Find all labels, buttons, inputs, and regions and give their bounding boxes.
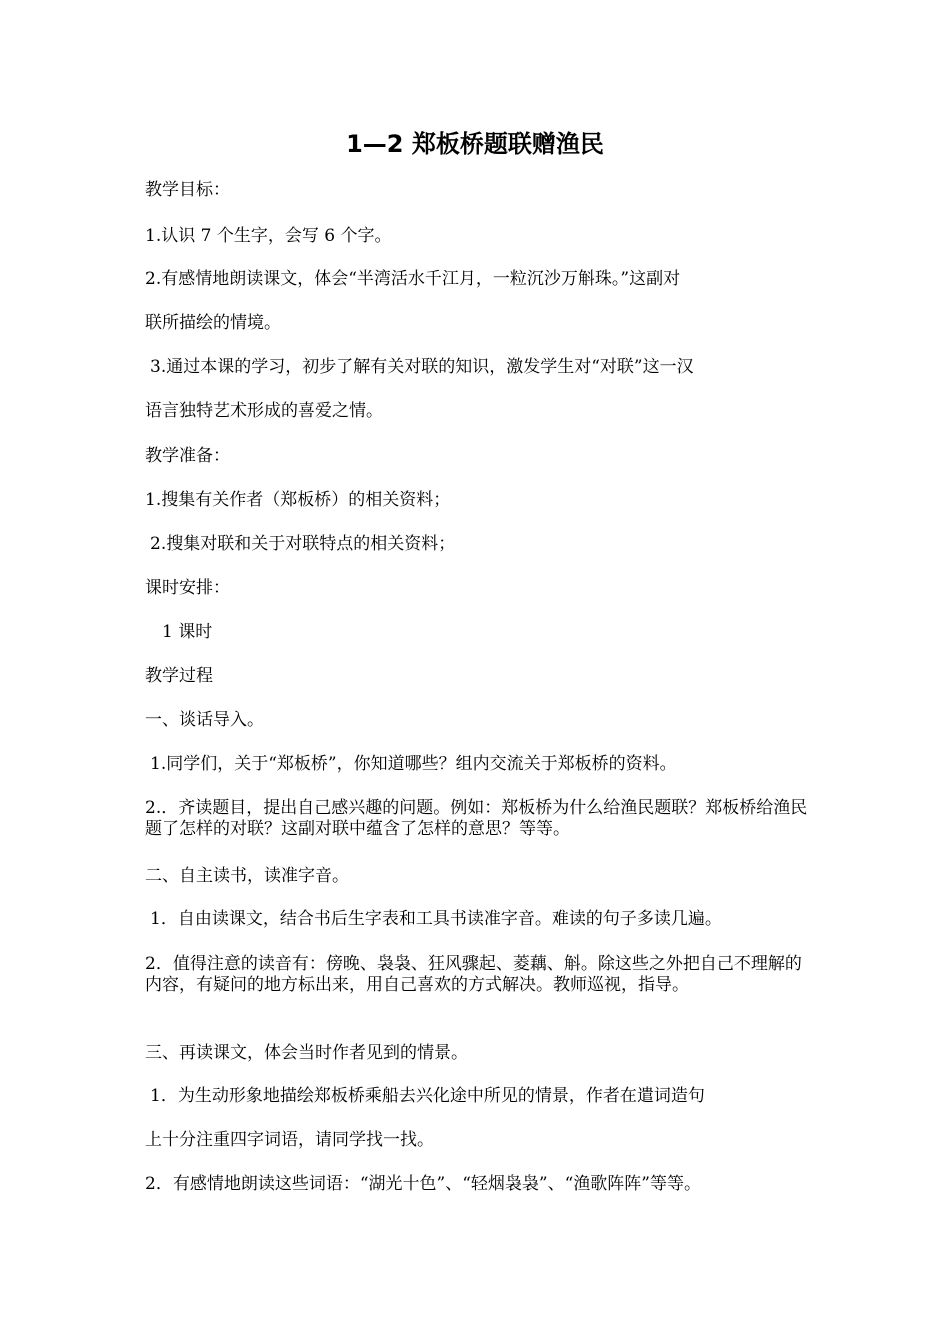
goal-item-3: 3.通过本课的学习，初步了解有关对联的知识，激发学生对“对联”这一汉 [150, 357, 694, 377]
section-3-item-2: 2．有感情地朗读这些词语：“湖光十色”、“轻烟袅袅”、“渔歌阵阵”等等。 [145, 1174, 701, 1194]
preparation-item-2: 2.搜集对联和关于对联特点的相关资料； [150, 534, 456, 554]
heading-schedule: 课时安排： [145, 578, 230, 598]
section-3-item-1: 1．为生动形象地描绘郑板桥乘船去兴化途中所见的情景，作者在遣词造句 [150, 1086, 705, 1106]
heading-teaching-preparation: 教学准备： [145, 446, 230, 466]
section-1-heading: 一、谈话导入。 [145, 710, 264, 730]
document-title: 1—2 郑板桥题联赠渔民 [346, 130, 604, 158]
section-2-heading: 二、自主读书，读准字音。 [145, 866, 349, 886]
section-3-heading: 三、再读课文，体会当时作者见到的情景。 [145, 1043, 468, 1063]
heading-teaching-goals: 教学目标： [145, 180, 230, 200]
section-2-item-1: 1．自由读课文，结合书后生字表和工具书读准字音。难读的句子多读几遍。 [150, 909, 722, 929]
goal-item-1: 1.认识 7 个生字，会写 6 个字。 [145, 226, 392, 246]
heading-teaching-process: 教学过程 [145, 666, 213, 686]
section-1-item-1: 1.同学们，关于“郑板桥”，你知道哪些？组内交流关于郑板桥的资料。 [150, 754, 677, 774]
preparation-item-1: 1.搜集有关作者（郑板桥）的相关资料； [145, 490, 451, 510]
section-1-item-2: 2.．齐读题目，提出自己感兴趣的问题。例如：郑板桥为什么给渔民题联？郑板桥给渔民题了怎样的对联？这副对联中蕴含了怎样的意思？等等。 [145, 798, 808, 839]
section-2-item-2: 2．值得注意的读音有：傍晚、袅袅、狂风骤起、菱藕、斛。除这些之外把自己不理解的内容，有疑问的地方标出来，用自己喜欢的方式解决。教师巡视，指导。 [145, 954, 802, 995]
goal-item-3-continued: 语言独特艺术形成的喜爱之情。 [145, 401, 383, 421]
goal-item-2: 2.有感情地朗读课文，体会“半湾活水千江月，一粒沉沙万斛珠。”这副对 [145, 269, 681, 289]
goal-item-2-continued: 联所描绘的情境。 [145, 313, 281, 333]
schedule-value: 1 课时 [162, 622, 213, 642]
section-3-item-1-continued: 上十分注重四字词语，请同学找一找。 [145, 1130, 434, 1150]
